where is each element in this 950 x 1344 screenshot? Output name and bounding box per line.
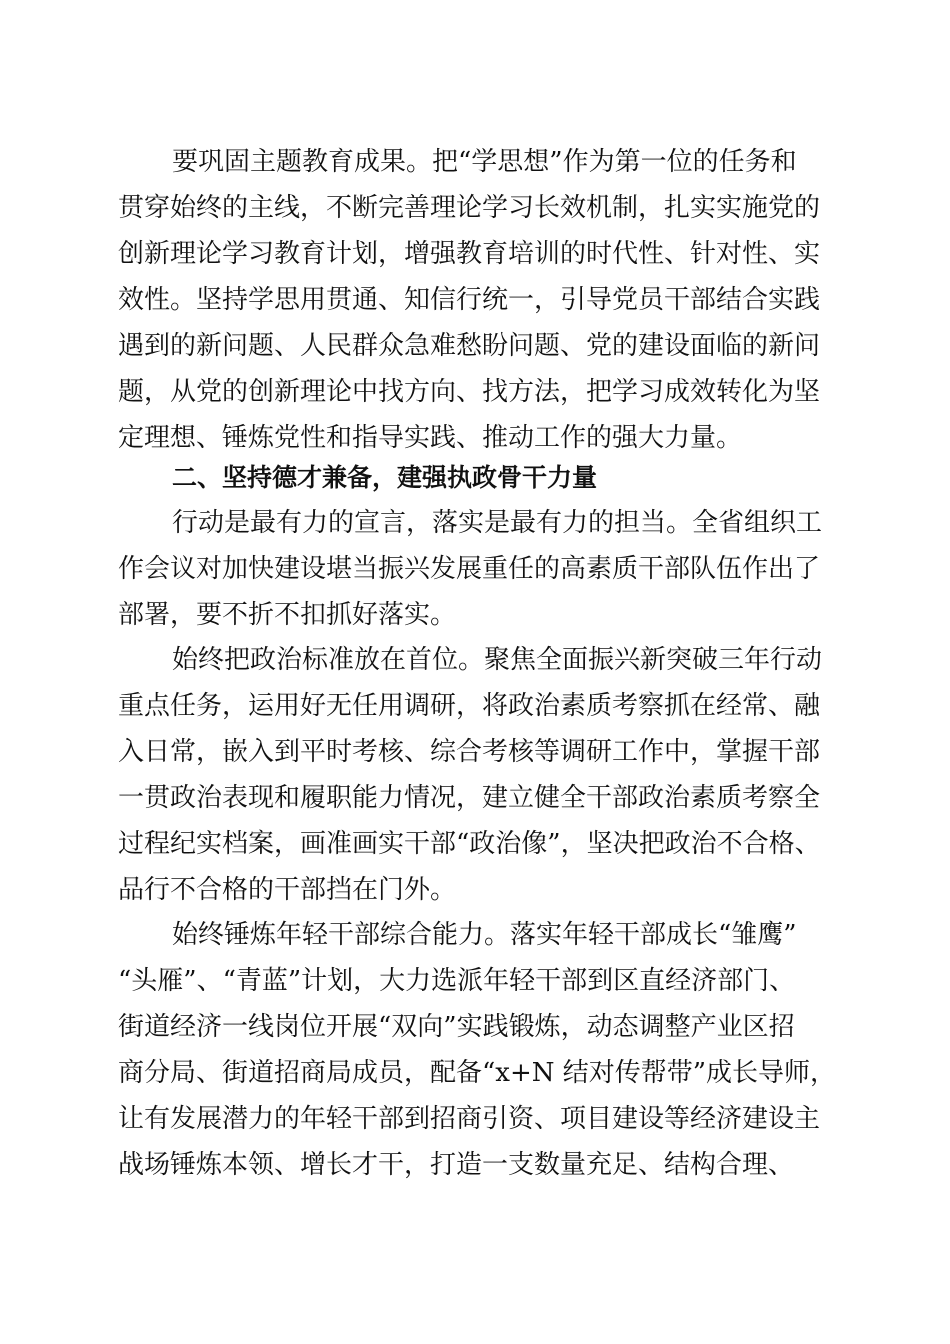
text-line: 品行不合格的干部挡在门外。 (118, 875, 457, 905)
text-line: 遇到的新问题、人民群众急难愁盼问题、党的建设面临的新问 (118, 331, 821, 361)
text-line: 让有发展潜力的年轻干部到招商引资、项目建设等经济建设主 (118, 1104, 821, 1134)
text-line: 商分局、街道招商局成员，配备“x+N 结对传帮带”成长导师， (118, 1058, 837, 1088)
text-line: 入日常，嵌入到平时考核、综合考核等调研工作中，掌握干部 (118, 737, 821, 767)
text-line: 贯穿始终的主线，不断完善理论学习长效机制，扎实实施党的 (118, 193, 821, 223)
text-line: 街道经济一线岗位开展“双向”实践锻炼，动态调整产业区招 (118, 1012, 795, 1042)
text-line: 战场锤炼本领、增长才干，打造一支数量充足、结构合理、 (118, 1150, 795, 1180)
text-line: “头雁”、“青蓝”计划，大力选派年轻干部到区直经济部门、 (118, 966, 796, 996)
text-line: 创新理论学习教育计划，增强教育培训的时代性、针对性、实 (118, 239, 821, 269)
text-line: 始终锤炼年轻干部综合能力。落实年轻干部成长“雏鹰” (172, 920, 797, 950)
text-line: 效性。坚持学思用贯通、知信行统一，引导党员干部结合实践 (118, 285, 821, 315)
text-line: 作会议对加快建设堪当振兴发展重任的高素质干部队伍作出了 (118, 554, 821, 584)
text-line: 行动是最有力的宣言，落实是最有力的担当。全省组织工 (172, 508, 823, 538)
text-line: 要巩固主题教育成果。把“学思想”作为第一位的任务和 (172, 147, 797, 177)
text-line: 重点任务，运用好无任用调研，将政治素质考察抓在经常、融 (118, 691, 821, 721)
text-line: 定理想、锤炼党性和指导实践、推动工作的强大力量。 (118, 423, 743, 453)
text-line: 始终把政治标准放在首位。聚焦全面振兴新突破三年行动 (172, 645, 823, 675)
text-line: 题，从党的创新理论中找方向、找方法，把学习成效转化为坚 (118, 377, 821, 407)
text-line: 一贯政治表现和履职能力情况，建立健全干部政治素质考察全 (118, 783, 821, 813)
section-heading: 二、坚持德才兼备，建强执政骨干力量 (172, 463, 598, 492)
text-line: 过程纪实档案，画准画实干部“政治像”，坚决把政治不合格、 (118, 829, 821, 859)
text-line: 部署，要不折不扣抓好落实。 (118, 600, 457, 630)
